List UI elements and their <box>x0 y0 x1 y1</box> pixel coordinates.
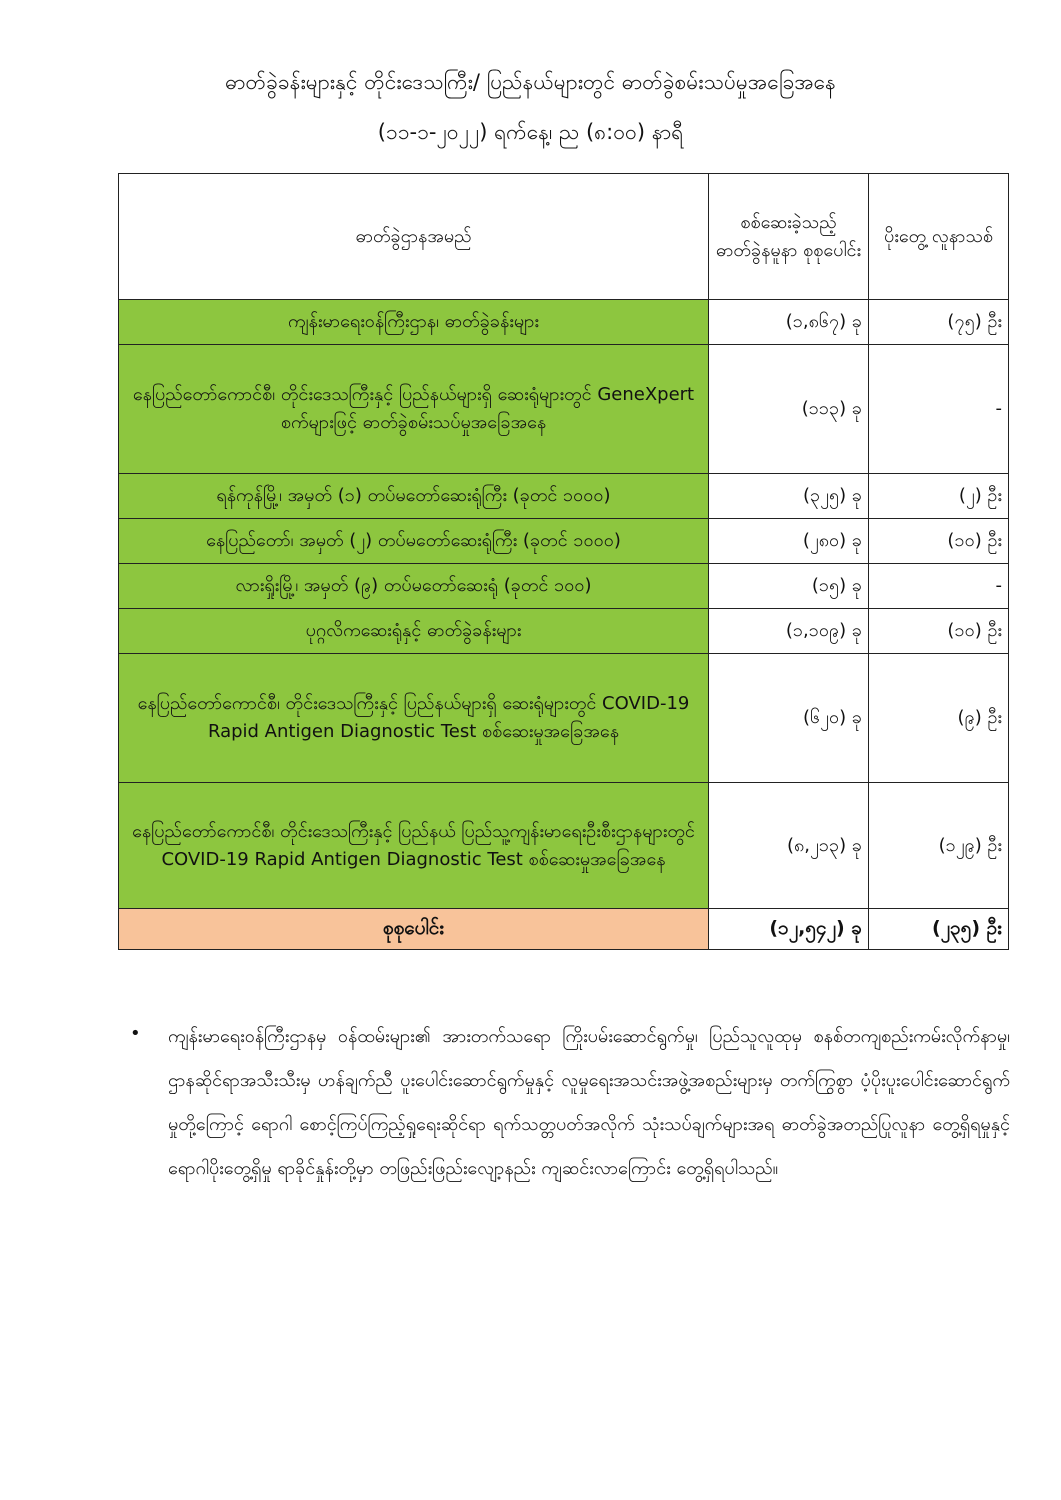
table-total-row <box>119 909 1009 950</box>
header-new-positive: ပိုးတွေ့ လူနာသစ် <box>869 174 1009 300</box>
summary-bullet <box>130 1015 1010 1191</box>
row-tests: (၈,၂၁၃) ခု <box>709 783 869 909</box>
row-tests: (၂၈၀) ခု <box>709 519 869 564</box>
total-tests: (၁၂,၅၄၂) ခု <box>709 909 869 950</box>
row-positive: (၁၂၉) ဦး <box>869 783 1009 909</box>
row-positive: (၁၀) ဦး <box>869 519 1009 564</box>
table-row <box>119 300 1009 345</box>
row-lab-name: ကျန်းမာရေးဝန်ကြီးဌာန၊ ဓာတ်ခွဲခန်းများ <box>119 300 709 345</box>
row-tests: (၁,၈၆၇) ခု <box>709 300 869 345</box>
row-tests: (၆၂၀) ခု <box>709 654 869 783</box>
header-lab-name: ဓာတ်ခွဲဌာနအမည် <box>119 174 709 300</box>
row-lab-name: ပုဂ္ဂလိကဆေးရုံနှင့် ဓာတ်ခွဲခန်းများ <box>119 609 709 654</box>
row-lab-name: နေပြည်တော်ကောင်စီ၊ တိုင်းဒေသကြီးနှင့် ပြည်နယ်များရှိ ဆေးရုံများတွင် GeneXpert စက်များဖြင့် ဓာတ်ခွဲစမ်းသပ်မှုအခြေအနေ <box>119 345 709 474</box>
row-tests: (၁၁၃) ခု <box>709 345 869 474</box>
row-positive: - <box>869 564 1009 609</box>
row-positive: (၁၀) ဦး <box>869 609 1009 654</box>
table-row <box>119 474 1009 519</box>
summary-paragraph: ကျန်းမာရေးဝန်ကြီးဌာနမှ ဝန်ထမ်းများ၏ အားတက်သရော ကြိုးပမ်းဆောင်ရွက်မှု၊ ပြည်သူလူထုမှ စနစ်တကျစည်းကမ်းလိုက်နာမှု၊ ဌာနဆိုင်ရာအသီးသီးမှ ဟန်ချက်ညီ ပူးပေါင်းဆောင်ရွက်မှုနှင့် လူမှုရေးအသင်းအဖွဲ့အစည်းများမှ တက်ကြွစွာ ပံ့ပိုးပူးပေါင်းဆောင်ရွက်မှုတို့ကြောင့် ရောဂါ စောင့်ကြပ်ကြည့်ရှုရေးဆိုင်ရာ ရက်သတ္တပတ်အလိုက် သုံးသပ်ချက်များအရ ဓာတ်ခွဲအတည်ပြုလူနာ တွေ့ရှိရမှုနှင့် ရောဂါပိုးတွေ့ရှိမှု ရာခိုင်နှုန်းတို့မှာ တဖြည်းဖြည်းလျော့နည်း ကျဆင်းလာကြောင်း တွေ့ရှိရပါသည်။ <box>168 1026 1010 1179</box>
row-lab-name: နေပြည်တော်၊ အမှတ် (၂) တပ်မတော်ဆေးရုံကြီး (ခုတင် ၁၀၀၀) <box>119 519 709 564</box>
row-tests: (၁,၁၀၉) ခု <box>709 609 869 654</box>
page-subtitle-date: (၁၁-၁-၂၀၂၂) ရက်နေ့၊ ည (၈:၀၀) နာရီ <box>377 120 684 144</box>
row-lab-name: ရန်ကုန်မြို့၊ အမှတ် (၁) တပ်မတော်ဆေးရုံကြီး (ခုတင် ၁၀၀၀) <box>119 474 709 519</box>
row-lab-name: နေပြည်တော်ကောင်စီ၊ တိုင်းဒေသကြီးနှင့် ပြည်နယ်များရှိ ဆေးရုံများတွင် COVID-19 Rapid Antigen Diagnostic Test စစ်ဆေးမှုအခြေအနေ <box>119 654 709 783</box>
bullet-point-icon: • <box>130 1023 141 1044</box>
table-row <box>119 609 1009 654</box>
row-positive: - <box>869 345 1009 474</box>
row-positive: (၇၅) ဦး <box>869 300 1009 345</box>
table-row <box>119 345 1009 474</box>
page-title: ဓာတ်ခွဲခန်းများနှင့် တိုင်းဒေသကြီး/ ပြည်နယ်များတွင် ဓာတ်ခွဲစမ်းသပ်မှုအခြေအနေ <box>225 70 836 94</box>
row-positive: (၉) ဦး <box>869 654 1009 783</box>
row-tests: (၃၂၅) ခု <box>709 474 869 519</box>
total-label: စုစုပေါင်း <box>119 909 709 950</box>
table-row <box>119 564 1009 609</box>
row-tests: (၁၅) ခု <box>709 564 869 609</box>
row-positive: (၂) ဦး <box>869 474 1009 519</box>
row-lab-name: လားရှိုးမြို့၊ အမှတ် (၉) တပ်မတော်ဆေးရုံ (ခုတင် ၁၀၀) <box>119 564 709 609</box>
total-positive: (၂၃၅) ဦး <box>869 909 1009 950</box>
header-total-tests: စစ်ဆေးခဲ့သည့် ဓာတ်ခွဲနမူနာ စုစုပေါင်း <box>709 174 869 300</box>
lab-testing-table <box>118 173 1009 950</box>
table-row <box>119 654 1009 783</box>
row-lab-name: နေပြည်တော်ကောင်စီ၊ တိုင်းဒေသကြီးနှင့် ပြည်နယ် ပြည်သူ့ကျန်းမာရေးဦးစီးဌာနများတွင် COVID-19 Rapid Antigen Diagnostic Test စစ်ဆေးမှုအခြေအနေ <box>119 783 709 909</box>
table-row <box>119 783 1009 909</box>
table-row <box>119 519 1009 564</box>
table-header-row <box>119 174 1009 300</box>
